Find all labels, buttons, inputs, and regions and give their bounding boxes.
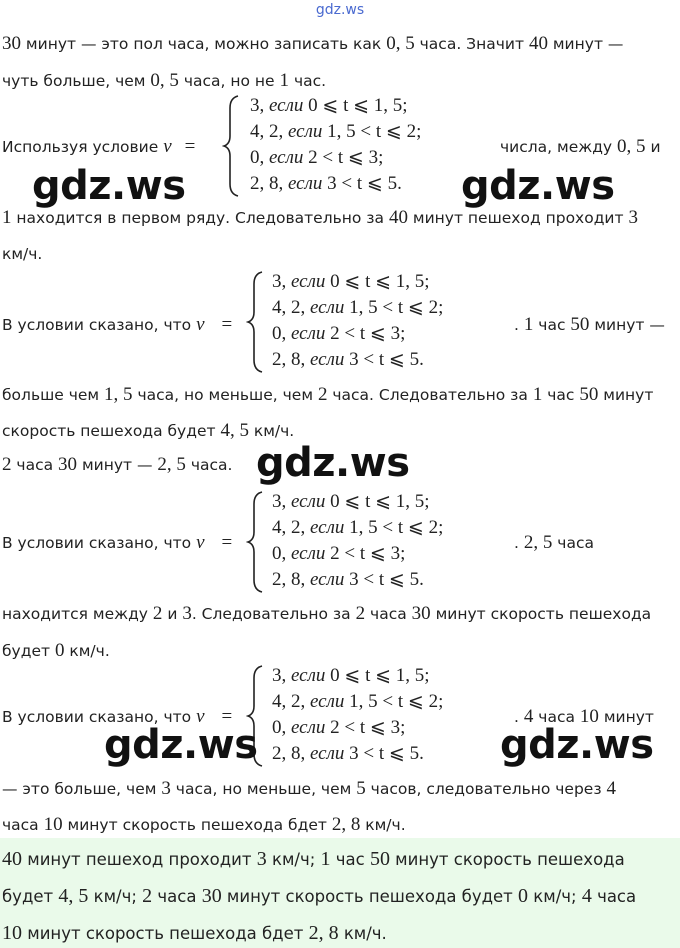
case-row: 2, 8, если 3 < t ⩽ 5. xyxy=(272,349,424,370)
text-line: часа 10 минут скорость пешехода бдет 2, 8 км/ч. xyxy=(2,814,406,835)
block-lead: В условии сказано, что v = xyxy=(2,706,233,727)
case-row: 0, если 2 < t ⩽ 3; xyxy=(272,323,406,344)
block-tail: . 4 часа 10 минут xyxy=(514,706,654,727)
text-line: скорость пешехода будет 4, 5 км/ч. xyxy=(2,420,295,441)
block-tail: . 2, 5 часа xyxy=(514,532,594,553)
watermark-top: gdz.ws xyxy=(315,2,365,18)
watermark-logo: gdz.ws xyxy=(32,163,186,209)
case-row: 4, 2, если 1, 5 < t ⩽ 2; xyxy=(272,517,444,538)
watermark-logo: gdz.ws xyxy=(104,722,258,768)
left-brace xyxy=(246,490,266,594)
left-brace xyxy=(246,270,266,374)
text-line: — это больше, чем 3 часа, но меньше, чем 5 часов, следовательно через 4 xyxy=(2,778,617,799)
text-line: 1 находится в первом ряду. Следовательно за 40 минут пешеход проходит 3 xyxy=(2,207,638,228)
watermark-logo: gdz.ws xyxy=(461,163,615,209)
case-row: 3, если 0 ⩽ t ⩽ 1, 5; xyxy=(250,95,408,116)
answer-line: 10 минут скорость пешехода бдет 2, 8 км/ч. xyxy=(2,922,387,944)
watermark-logo: gdz.ws xyxy=(256,440,410,486)
case-row: 2, 8, если 3 < t ⩽ 5. xyxy=(272,743,424,764)
block-lead: В условии сказано, что v = xyxy=(2,314,233,335)
block-tail: . 1 час 50 минут — xyxy=(514,314,665,335)
piecewise-block-3 xyxy=(0,488,680,598)
left-brace xyxy=(222,94,242,198)
answer-box xyxy=(0,838,680,948)
answer-line: будет 4, 5 км/ч; 2 часа 30 минут скорость пешехода будет 0 км/ч; 4 часа xyxy=(2,885,637,907)
block-lead: В условии сказано, что v = xyxy=(2,532,233,553)
text-line: больше чем 1, 5 часа, но меньше, чем 2 часа. Следовательно за 1 час 50 минут xyxy=(2,384,654,405)
text-line: км/ч. xyxy=(2,245,43,263)
piecewise-block-2 xyxy=(0,268,680,378)
text-line: 30 минут — это пол часа, можно записать как 0, 5 часа. Значит 40 минут — xyxy=(2,33,624,54)
block-lead: Используя условие v = xyxy=(2,136,196,157)
watermark-logo: gdz.ws xyxy=(500,722,654,768)
case-row: 3, если 0 ⩽ t ⩽ 1, 5; xyxy=(272,665,430,686)
text-line: 2 часа 30 минут — 2, 5 часа. xyxy=(2,454,233,475)
case-row: 0, если 2 < t ⩽ 3; xyxy=(272,717,406,738)
case-row: 3, если 0 ⩽ t ⩽ 1, 5; xyxy=(272,271,430,292)
case-row: 4, 2, если 1, 5 < t ⩽ 2; xyxy=(272,297,444,318)
text-line: чуть больше, чем 0, 5 часа, но не 1 час. xyxy=(2,70,327,91)
case-row: 2, 8, если 3 < t ⩽ 5. xyxy=(250,173,402,194)
case-row: 4, 2, если 1, 5 < t ⩽ 2; xyxy=(250,121,422,142)
case-row: 0, если 2 < t ⩽ 3; xyxy=(272,543,406,564)
case-row: 0, если 2 < t ⩽ 3; xyxy=(250,147,384,168)
case-row: 3, если 0 ⩽ t ⩽ 1, 5; xyxy=(272,491,430,512)
case-row: 2, 8, если 3 < t ⩽ 5. xyxy=(272,569,424,590)
text-line: будет 0 км/ч. xyxy=(2,640,110,661)
answer-line: 40 минут пешеход проходит 3 км/ч; 1 час 50 минут скорость пешехода xyxy=(2,848,625,870)
block-tail: числа, между 0, 5 и xyxy=(500,136,661,157)
case-row: 4, 2, если 1, 5 < t ⩽ 2; xyxy=(272,691,444,712)
text-line: находится между 2 и 3. Следовательно за 2 часа 30 минут скорость пешехода xyxy=(2,603,652,624)
